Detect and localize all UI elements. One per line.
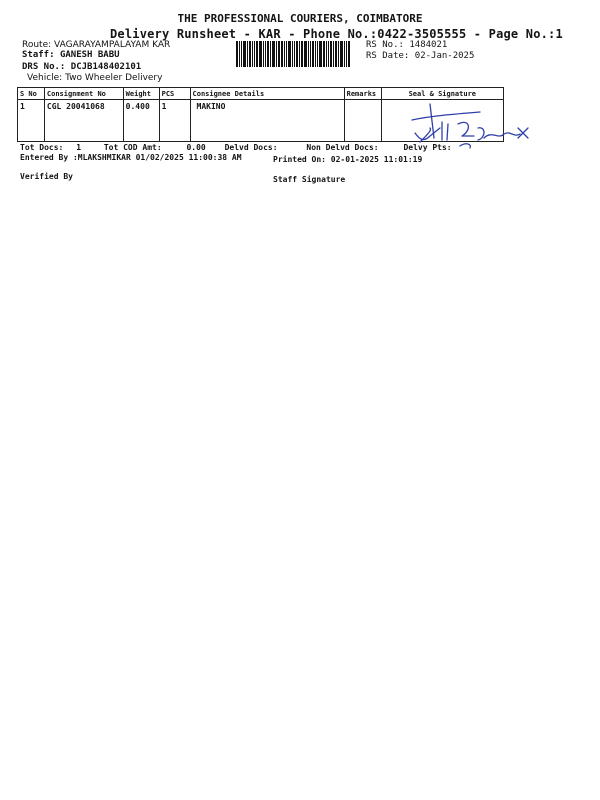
totals-line [20,143,452,152]
barcode-bar [299,41,300,67]
barcode-bar [333,41,334,67]
col-sno: S No [18,88,45,100]
barcode-bar [335,41,337,67]
rs-date-value: 02-Jan-2025 [414,51,475,61]
barcode-bar [272,41,275,67]
staff-value: GANESH BABU [59,50,120,60]
col-seal-signature: Seal & Signature [381,88,503,100]
barcode-bar [292,41,293,67]
barcode-bar [247,41,248,67]
table-header-row [18,88,504,100]
barcode-bar [252,41,253,67]
cell-consignee: MAKINO [190,100,344,142]
barcode-bar [338,41,339,67]
barcode-bar [308,41,309,67]
barcode-bar [348,41,350,67]
signature-stroke-11 [460,144,470,148]
barcode-bar [278,41,280,67]
staff-label: Staff: [22,50,55,60]
barcode-bar [270,41,271,67]
cell-weight: 0.400 [123,100,159,142]
verified-by: Verified By [20,172,73,181]
tot-docs-label: Tot Docs: [20,143,64,152]
barcode-bar [328,41,329,67]
rs-no-label: RS No.: [366,40,404,50]
route-value: VAGARAYAMPALAYAM KAR [54,40,171,50]
rs-no-line [366,40,447,50]
signature-stroke-6 [447,124,448,140]
non-delvd-docs-label: Non Delvd Docs: [306,143,379,152]
cell-sno: 1 [18,100,45,142]
barcode-bar [296,41,298,67]
barcode-bar [281,41,283,67]
cell-pcs: 1 [159,100,190,142]
rs-date-line [366,51,474,61]
barcode [236,41,361,67]
barcode-bar [344,41,345,67]
staff-signature-label: Staff Signature [273,175,346,184]
rs-date-label: RS Date: [366,51,410,61]
col-pcs: PCS [159,88,190,100]
company-title: THE PROFESSIONAL COURIERS, COIMBATORE [177,12,423,25]
cell-remarks [344,100,381,142]
barcode-bar [301,41,303,67]
col-consignee: Consignee Details [190,88,344,100]
signature-stroke-10 [518,128,528,138]
barcode-bar [310,41,311,67]
barcode-bar [284,41,285,67]
runsheet-subtitle: Delivery Runsheet - KAR - Phone No.:0422-3505555 - Page No.:1 [110,27,563,41]
vehicle-label: Vehicle: [27,73,63,83]
barcode-bar [259,41,262,67]
rs-no-value: 1484021 [409,40,448,50]
barcode-bar [317,41,318,67]
delvy-pts-label: Delvy Pts: [403,143,452,152]
drs-line [22,62,141,72]
barcode-bar [294,41,295,67]
barcode-bar [304,41,307,67]
barcode-bar [241,41,242,67]
col-weight: Weight [123,88,159,100]
barcode-bar [319,41,322,67]
barcode-bar [256,41,258,67]
staff-line [22,50,120,60]
route-line [22,40,170,50]
entered-by: Entered By :MLAKSHMIKAR 01/02/2025 11:00:38 AM [20,153,242,162]
vehicle-line [27,73,162,83]
barcode-bar [288,41,291,67]
signature-stroke-8 [478,128,484,140]
route-label: Route: [22,40,52,50]
cell-consignment: CGL 20041068 [44,100,123,142]
col-consignment: Consignment No [44,88,123,100]
tot-cod-value: 0.00 [186,143,206,152]
barcode-bar [267,41,269,67]
barcode-bar [243,41,246,67]
tot-cod-label: Tot COD Amt: [103,143,162,152]
signature-stroke-9 [484,133,520,138]
drs-label: DRS No.: [22,62,66,72]
barcode-bar [249,41,251,67]
barcode-bar [236,41,238,67]
barcode-bar [276,41,277,67]
drs-value: DCJB148402101 [70,62,142,72]
col-remarks: Remarks [344,88,381,100]
printed-on: Printed On: 02-01-2025 11:01:19 [273,155,423,164]
barcode-bar [239,41,240,67]
barcode-bar [315,41,316,67]
barcode-bar [263,41,264,67]
delvd-docs-label: Delvd Docs: [224,143,278,152]
barcode-bar [286,41,287,67]
barcode-bar [312,41,314,67]
barcode-bar [265,41,266,67]
barcode-bar [323,41,325,67]
signature-stroke-7 [458,122,474,136]
tot-docs-value: 1 [76,143,82,152]
barcode-bar [346,41,347,67]
barcode-bar [330,41,332,67]
barcode-bar [254,41,255,67]
vehicle-value: Two Wheeler Delivery [65,73,163,83]
barcode-bar [340,41,343,67]
barcode-bar [326,41,327,67]
signature-stroke-2 [412,112,480,120]
